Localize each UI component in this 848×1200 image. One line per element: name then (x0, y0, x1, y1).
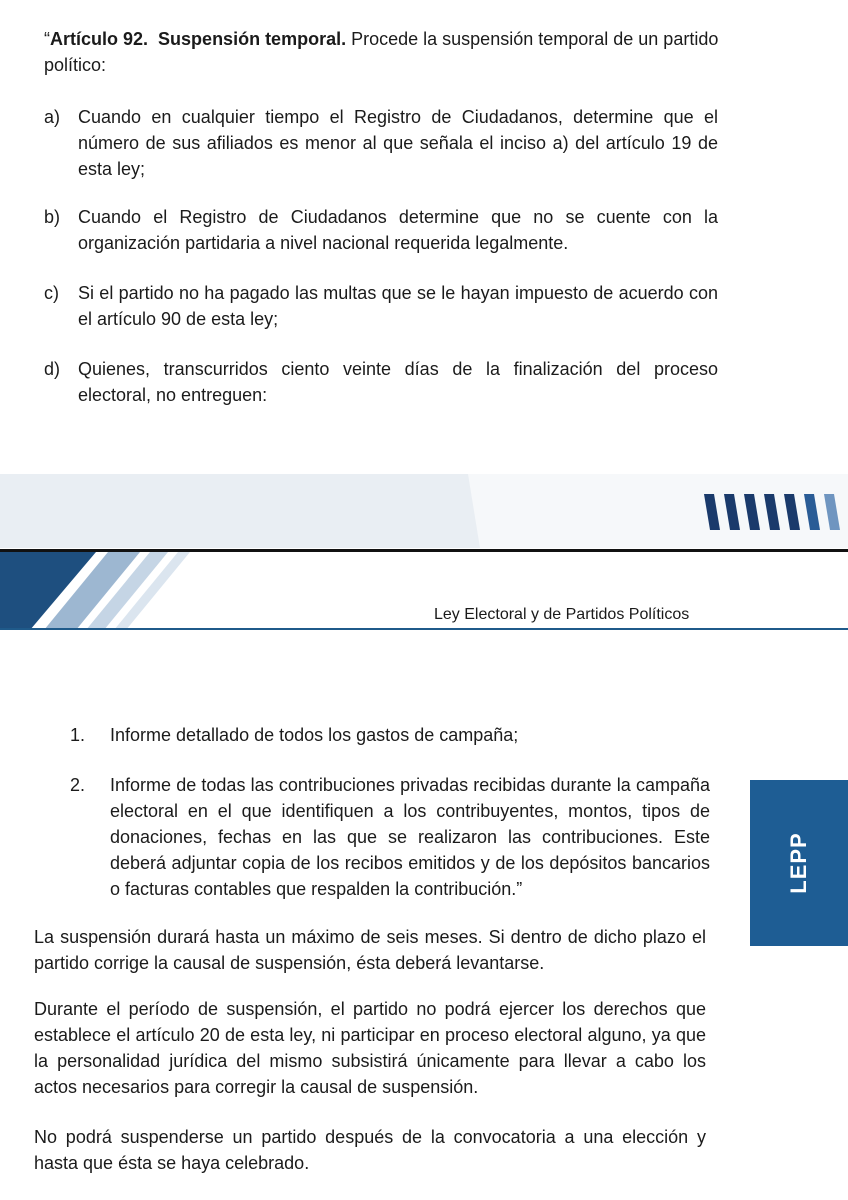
paragraph: La suspensión durará hasta un máximo de seis meses. Si dentro de dicho plazo el partido corrige la causal de suspensión, ésta deberá levantarse. (34, 927, 706, 973)
numbered-item-text: Informe de todas las contribuciones privadas recibidas durante la campaña electoral en el que identifiquen a los contribuyentes, montos, tipos de donaciones, fechas en las que se realizaron las contribuciones. Este deberá adjuntar copia de los recibos emitidos y de los depósitos bancarios o facturas contables que respalden la contribución.” (110, 775, 710, 899)
list-item (44, 280, 718, 332)
side-tab-label: LEPP (786, 832, 811, 894)
list-item (44, 204, 718, 256)
footer-rule (0, 628, 848, 630)
list-item (44, 356, 718, 408)
list-item-label: b) (44, 207, 61, 227)
list-item-text: Si el partido no ha pagado las multas que se le hayan impuesto de acuerdo con el artículo 90 de esta ley; (78, 283, 718, 329)
footer-band-left (0, 474, 480, 548)
list-item-text: Cuando en cualquier tiempo el Registro de Ciudadanos, determine que el número de sus afiliados es menor al que señala el inciso a) del artículo 19 de esta ley; (78, 107, 718, 179)
numbered-item-label: 2. (70, 775, 86, 795)
stripe-pattern (700, 494, 848, 530)
open-quote: “ (44, 29, 50, 49)
list-item-label: a) (44, 107, 61, 127)
numbered-item-label: 1. (70, 725, 86, 745)
list-item-label: d) (44, 359, 61, 379)
side-tab (750, 780, 848, 946)
list-item (44, 104, 718, 182)
list-item-text: Quienes, transcurridos ciento veinte días de la finalización del proceso electoral, no entreguen: (78, 359, 718, 405)
article-title: Suspensión temporal. (158, 29, 347, 49)
list-item-label: c) (44, 283, 59, 303)
article-intro: Procede la suspensión temporal de un partido político: (44, 29, 719, 75)
numbered-item (70, 772, 710, 902)
paragraph: No podrá suspenderse un partido después de la convocatoria a una elección y hasta que ésta se haya celebrado. (34, 1127, 706, 1173)
footer-title: Ley Electoral y de Partidos Políticos (434, 606, 690, 623)
numbered-item-text: Informe detallado de todos los gastos de campaña; (110, 725, 519, 745)
article-heading (44, 26, 724, 78)
numbered-item (70, 722, 710, 748)
footer-chevron-graphic (0, 552, 210, 632)
article-number: Artículo 92. (50, 29, 149, 49)
list-item-text: Cuando el Registro de Ciudadanos determine que no se cuente con la organización partidaria a nivel nacional requerida legalmente. (78, 207, 718, 253)
paragraph: Durante el período de suspensión, el partido no podrá ejercer los derechos que establece el artículo 20 de esta ley, ni participar en proceso electoral alguno, ya que la personalidad jurídica del mismo subsistirá únicamente para llevar a cabo los actos necesarios para corregir la causal de suspensión. (34, 999, 706, 1097)
